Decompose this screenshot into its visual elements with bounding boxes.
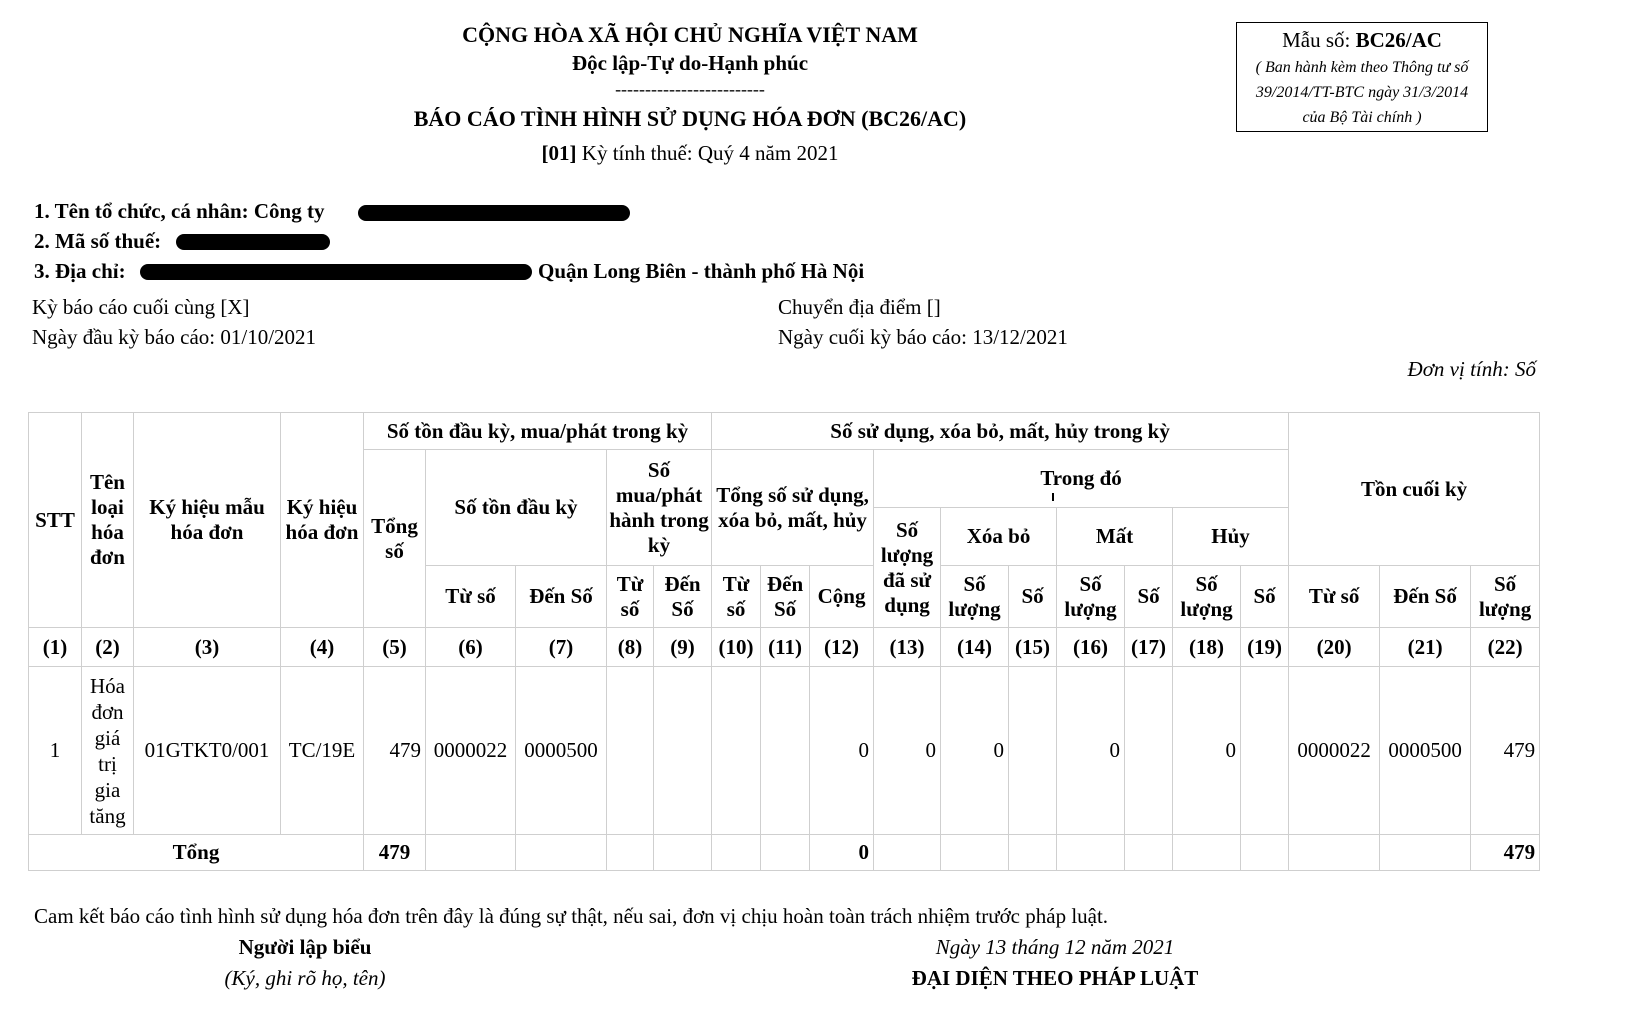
cell-purchased-to [654,667,712,835]
col-invoice-type: Tên loại hóa đơn [82,413,134,628]
preparer-note: (Ký, ghi rõ họ, tên) [224,966,386,990]
relocation-flag: Chuyển địa điểm [] [778,295,941,319]
col-invoice-symbol: Ký hiệu hóa đơn [281,413,364,628]
col-closing-from: Từ số [1289,566,1380,628]
unit-label: Đơn vị tính: Số [1407,357,1536,381]
form-note-line-3: của Bộ Tài chính ) [1302,109,1422,126]
cell-opening-from: 0000022 [426,667,516,835]
form-note-line-1: ( Ban hành kèm theo Thông tư số [1255,59,1469,76]
col-destroyed-qty: Số lượng [1173,566,1241,628]
column-number: (18) [1173,628,1241,667]
column-number: (11) [761,628,810,667]
period-start-date: Ngày đầu kỳ báo cáo: 01/10/2021 [32,325,317,349]
col-lost-no: Số [1125,566,1173,628]
col-closing-qty: Số lượng [1471,566,1540,628]
column-number: (12) [810,628,874,667]
column-number: (21) [1380,628,1471,667]
column-number: (14) [941,628,1009,667]
cell-invoice-type: Hóa đơn giá trị gia tăng [82,667,134,835]
preparer-title: Người lập biểu [238,935,372,959]
cell-deleted-qty: 0 [941,667,1009,835]
nation-title: CỘNG HÒA XÃ HỘI CHỦ NGHĨA VIỆT NAM [462,22,918,47]
redaction-mark [140,264,532,280]
column-number: (13) [874,628,941,667]
col-purchased-from: Từ số [607,566,654,628]
tax-period [300,139,1080,168]
col-template-code: Ký hiệu mẫu hóa đơn [134,413,281,628]
cell-lost-qty: 0 [1057,667,1125,835]
column-number: (20) [1289,628,1380,667]
cell-lost-no [1125,667,1173,835]
col-closing-to: Đến Số [1380,566,1471,628]
col-used-sum: Cộng [810,566,874,628]
cell-destroyed-no [1241,667,1289,835]
cell-template-code: 01GTKT0/001 [134,667,281,835]
cell-used-from [712,667,761,835]
group-lost: Mất [1057,508,1173,566]
col-stt: STT [29,413,82,628]
group-used-deleted: Số sử dụng, xóa bỏ, mất, hủy trong kỳ [712,413,1289,450]
org-name-label: 1. Tên tổ chức, cá nhân: Công ty [34,199,325,223]
totals-used-sum: 0 [810,835,874,871]
header-row-1 [29,413,1540,450]
commitment-statement: Cam kết báo cáo tình hình sử dụng hóa đơn trên đây là đúng sự thật, nếu sai, đơn vị chịu hoàn toàn trách nhiệm trước pháp luật. [34,904,1109,928]
column-number: (10) [712,628,761,667]
header-divider: ------------------------- [615,79,765,99]
col-lost-qty: Số lượng [1057,566,1125,628]
form-code: BC26/AC [1355,28,1442,52]
form-note-line-2: 39/2014/TT-BTC ngày 31/3/2014 [1255,84,1469,101]
column-number: (7) [516,628,607,667]
cell-closing-from: 0000022 [1289,667,1380,835]
column-number: (22) [1471,628,1540,667]
col-opening-to: Đến Số [516,566,607,628]
cell-used-qty: 0 [874,667,941,835]
col-deleted-qty: Số lượng [941,566,1009,628]
table-row [29,667,1540,835]
col-used-to: Đến Số [761,566,810,628]
column-number: (3) [134,628,281,667]
form-code-box [1236,22,1488,132]
redaction-mark [176,234,330,250]
cell-used-to [761,667,810,835]
column-number: (15) [1009,628,1057,667]
column-number: (17) [1125,628,1173,667]
period-text: Kỳ tính thuế: Quý 4 năm 2021 [576,141,839,165]
group-deleted: Xóa bỏ [941,508,1057,566]
totals-closing-qty: 479 [1471,835,1540,871]
group-purchased: Số mua/phát hành trong kỳ [607,450,712,566]
period-end-date: Ngày cuối kỳ báo cáo: 13/12/2021 [778,325,1068,349]
redaction-mark [358,205,630,221]
column-number: (9) [654,628,712,667]
column-number: (4) [281,628,364,667]
column-number: (5) [364,628,426,667]
form-code-label: Mẫu số: [1282,28,1356,52]
col-destroyed-no: Số [1241,566,1289,628]
column-number: (6) [426,628,516,667]
cell-closing-qty: 479 [1471,667,1540,835]
of-which-label: Trong đó [1040,466,1122,490]
text-cursor-mark [1052,493,1054,501]
col-opening-from: Từ số [426,566,516,628]
col-used-from: Từ số [712,566,761,628]
signing-date: Ngày 13 tháng 12 năm 2021 [935,935,1175,959]
document-header [300,20,1080,168]
totals-total: 479 [364,835,426,871]
col-deleted-no: Số [1009,566,1057,628]
column-number-row [29,628,1540,667]
cell-closing-to: 0000500 [1380,667,1471,835]
motto: Độc lập-Tự do-Hạnh phúc [571,51,809,75]
legal-representative-title: ĐẠI DIỆN THEO PHÁP LUẬT [911,966,1199,990]
group-closing: Tồn cuối kỳ [1289,413,1540,566]
totals-label: Tổng [29,835,364,871]
group-used-total: Tổng số sử dụng, xóa bỏ, mất, hủy [712,450,874,566]
address-label: 3. Địa chỉ: [34,259,126,283]
column-number: (19) [1241,628,1289,667]
cell-invoice-symbol: TC/19E [281,667,364,835]
column-number: (2) [82,628,134,667]
group-of-which [874,450,1289,508]
address-tail: Quận Long Biên - thành phố Hà Nội [538,259,865,283]
group-opening: Số tồn đầu kỳ [426,450,607,566]
cell-deleted-no [1009,667,1057,835]
cell-stt: 1 [29,667,82,835]
report-title: BÁO CÁO TÌNH HÌNH SỬ DỤNG HÓA ĐƠN (BC26/AC) [413,106,967,131]
cell-opening-to: 0000500 [516,667,607,835]
col-used-qty: Số lượng đã sử dụng [874,508,941,628]
cell-destroyed-qty: 0 [1173,667,1241,835]
group-opening-purchased: Số tồn đầu kỳ, mua/phát trong kỳ [364,413,712,450]
group-destroyed: Hủy [1173,508,1289,566]
column-number: (16) [1057,628,1125,667]
last-period-flag: Kỳ báo cáo cuối cùng [X] [32,295,250,319]
column-number: (1) [29,628,82,667]
cell-purchased-from [607,667,654,835]
invoice-usage-table [28,412,1540,871]
cell-used-sum: 0 [810,667,874,835]
period-code: [01] [541,141,577,165]
form-code-line [1237,25,1487,55]
col-purchased-to: Đến Số [654,566,712,628]
cell-total: 479 [364,667,426,835]
totals-row [29,835,1540,871]
col-total: Tổng số [364,450,426,628]
tax-code-label: 2. Mã số thuế: [34,229,162,253]
column-number: (8) [607,628,654,667]
